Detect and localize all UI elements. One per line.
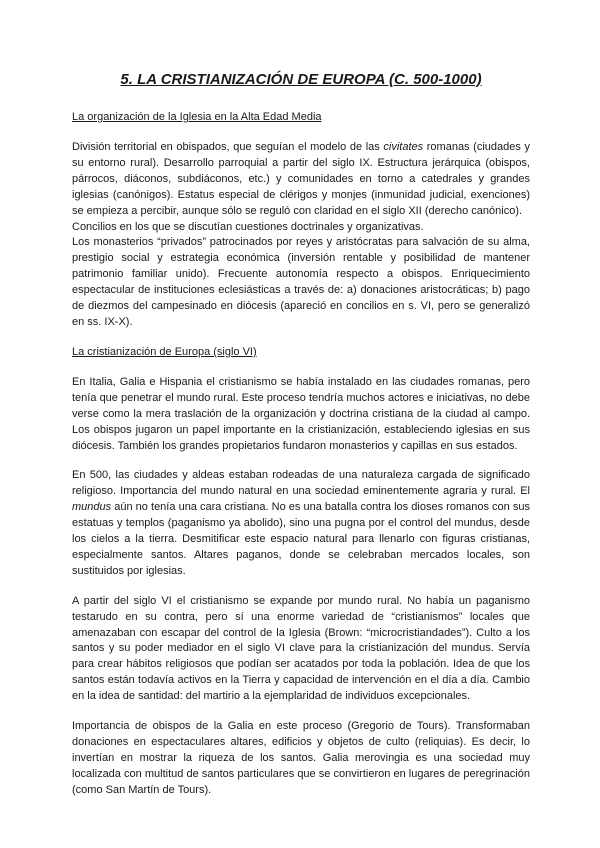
paragraph-text: En 500, las ciudades y aldeas estaban rodeadas de una naturaleza cargada de significado religioso. Importancia del mundo natural en una sociedad eminentemente agraria y rural. El (72, 469, 530, 498)
paragraph-rural-penetration: En Italia, Galia e Hispania el cristianismo se había instalado en las ciudades romanas, pero tenía que penetrar el mundo rural. Este proceso tendría muchos actores e iniciativas, no debe verse como la mera traslación de la organización y doctrina cristiana de la ciudad al campo. Los obispos jugaron un papel importante en la cristianización, estableciendo iglesias en sus diócesis. También los grandes propietarios fundaron monasterios y capillas en sus estados. (72, 375, 530, 452)
italic-term-civitates: civitates (383, 141, 424, 153)
paragraph-councils: Concilios en los que se discutían cuestiones doctrinales y organizativas. (72, 220, 424, 233)
section-heading-organization: La organización de la Iglesia en la Alta Edad Media (72, 111, 322, 123)
paragraph-monasteries: Los monasterios “privados” patrocinados por reyes y aristócratas para salvación de su alma, prestigio social y estrategia económica (inversión rentable y posibilidad de mantener patrimonio familiar unido). Frecuente autonomía respecto a obispos. Enriquecimiento espectacular de instituciones eclesiásticas a través de: a) donaciones aristocráticas; b) pago de diezmos del campesinado en diócesis (apareció en concilios en s. VI, pero se generalizó en ss. IX-X). (72, 236, 530, 328)
paragraph-gaul-bishops: Importancia de obispos de la Galia en este proceso (Gregorio de Tours). Transformaban donaciones en espectaculares altares, edificios y objetos de culto (reliquias). Es decir, lo invertían en mostrar la riqueza de los santos. Galia merovingia es una sociedad muy localizada con multitud de santos particulares que se convirtieron en lugares de peregrinación (como San Martín de Tours). (72, 720, 530, 796)
paragraph-text: romanas (ciudades y su entorno rural). Desarrollo parroquial a partir del siglo IX. Estructura jerárquica (obispos, párrocos, diáconos, subdiáconos, etc.) y comunidades en torno a catedrales y grandes iglesias (canónigos). Estatus especial de clérigos y monjes (inmunidad judicial, exenciones) se empieza a percibir, aunque sólo se reguló con claridad en el siglo XII (derecho canónico). (72, 141, 530, 217)
italic-term-mundus: mundus (72, 501, 112, 514)
paragraph-rural-expansion: A partir del siglo VI el cristianismo se expande por mundo rural. No había un paganismo testarudo en su contra, pero sí una enorme variedad de “cristianismos” locales que amenazaban con escapar del control de la Iglesia (Brown: “microcristiandades”). Culto a los santos y su poder mediador en el siglo VI clave para la cristianización del mundus. Servía para crear hábitos religiosos que podían ser acatados por toda la población. Idea de que los santos están todavía activos en la Tierra y capacidad de intervención en el día a día. Cambio en la idea de santidad: del martirio a la ejemplaridad de individuos excepcionales. (72, 594, 530, 703)
section-heading-christianization: La cristianización de Europa (siglo VI) (72, 345, 257, 358)
paragraph-text: aún no tenía una cara cristiana. No es una batalla contra los dioses romanos con sus estatuas y templos (paganismo ya abolido), sino una pugna por el control del mundus, desde los cielos a la tierra. Desmitificar este espacio natural para llenarlo con figuras cristianas, especialmente santos. Altares paganos, donde se celebraban mercados locales, son sustituidos por iglesias. (72, 501, 530, 577)
paragraph-text: División territorial en obispados, que seguían el modelo de las (72, 141, 384, 153)
paragraph-mundus (72, 468, 530, 579)
paragraph-territorial-division (72, 140, 530, 220)
page-title: 5. LA CRISTIANIZACIÓN DE EUROPA (C. 500-1000) (120, 71, 482, 88)
